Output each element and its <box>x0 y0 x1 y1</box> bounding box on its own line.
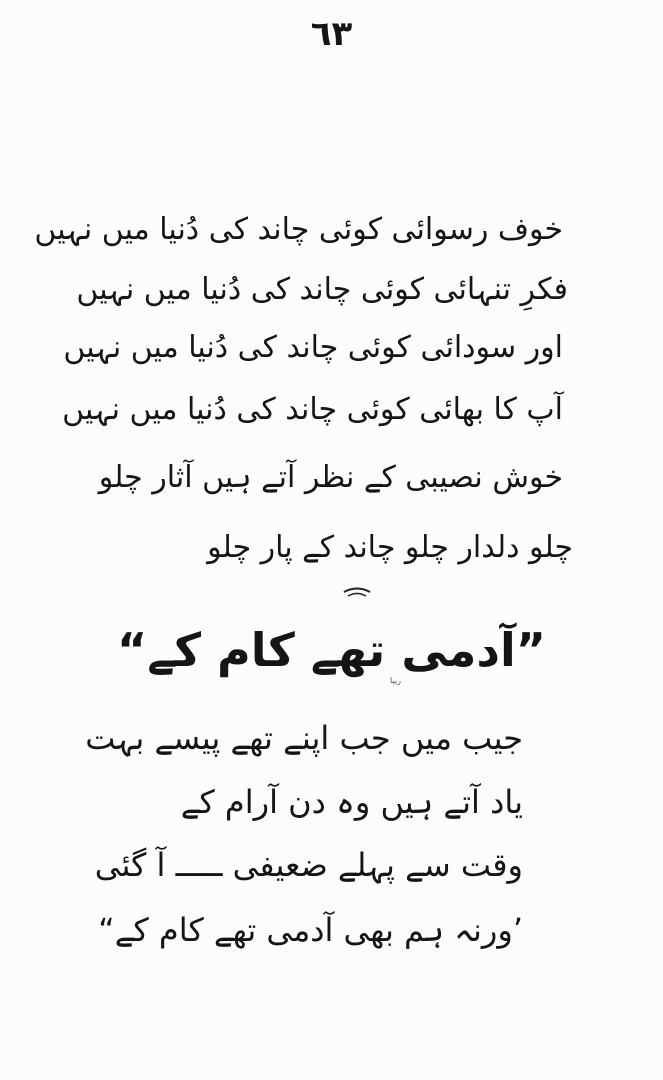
page-number: ٦٣ <box>310 14 353 54</box>
verse-line-1: خوف رسوائی کوئی چاند کی دُنیا میں نہیں <box>34 212 563 247</box>
poem-line-2: یاد آتے ہیں وہ دن آرام کے <box>180 783 523 821</box>
verse-line-2: فکرِ تنہائی کوئی چاند کی دُنیا میں نہیں <box>76 272 568 307</box>
poem-title: ”آدمی تھے کام کے“ <box>117 623 546 677</box>
verse-line-3: اور سودائی کوئی چاند کی دُنیا میں نہیں <box>63 330 563 365</box>
verse-line-4: آپ کا بھائی کوئی چاند کی دُنیا میں نہیں <box>62 392 563 427</box>
poem-line-4: ’ورنہ ہم بھی آدمی تھے کام کے“ <box>98 911 523 949</box>
verse-line-5: خوش نصیبی کے نظر آتے ہیں آثار چلو <box>98 460 563 495</box>
verse-line-6: چلو دلدار چلو چاند کے پار چلو <box>207 530 573 565</box>
section-divider-ornament <box>342 583 372 601</box>
poem-line-1: جیب میں جب اپنے تھے پیسے بہت <box>85 719 523 757</box>
calligrapher-signature: ریپا <box>390 676 401 685</box>
poem-line-3: وقت سے پہلے ضعیفی ـــــ آ گئی <box>94 846 523 884</box>
